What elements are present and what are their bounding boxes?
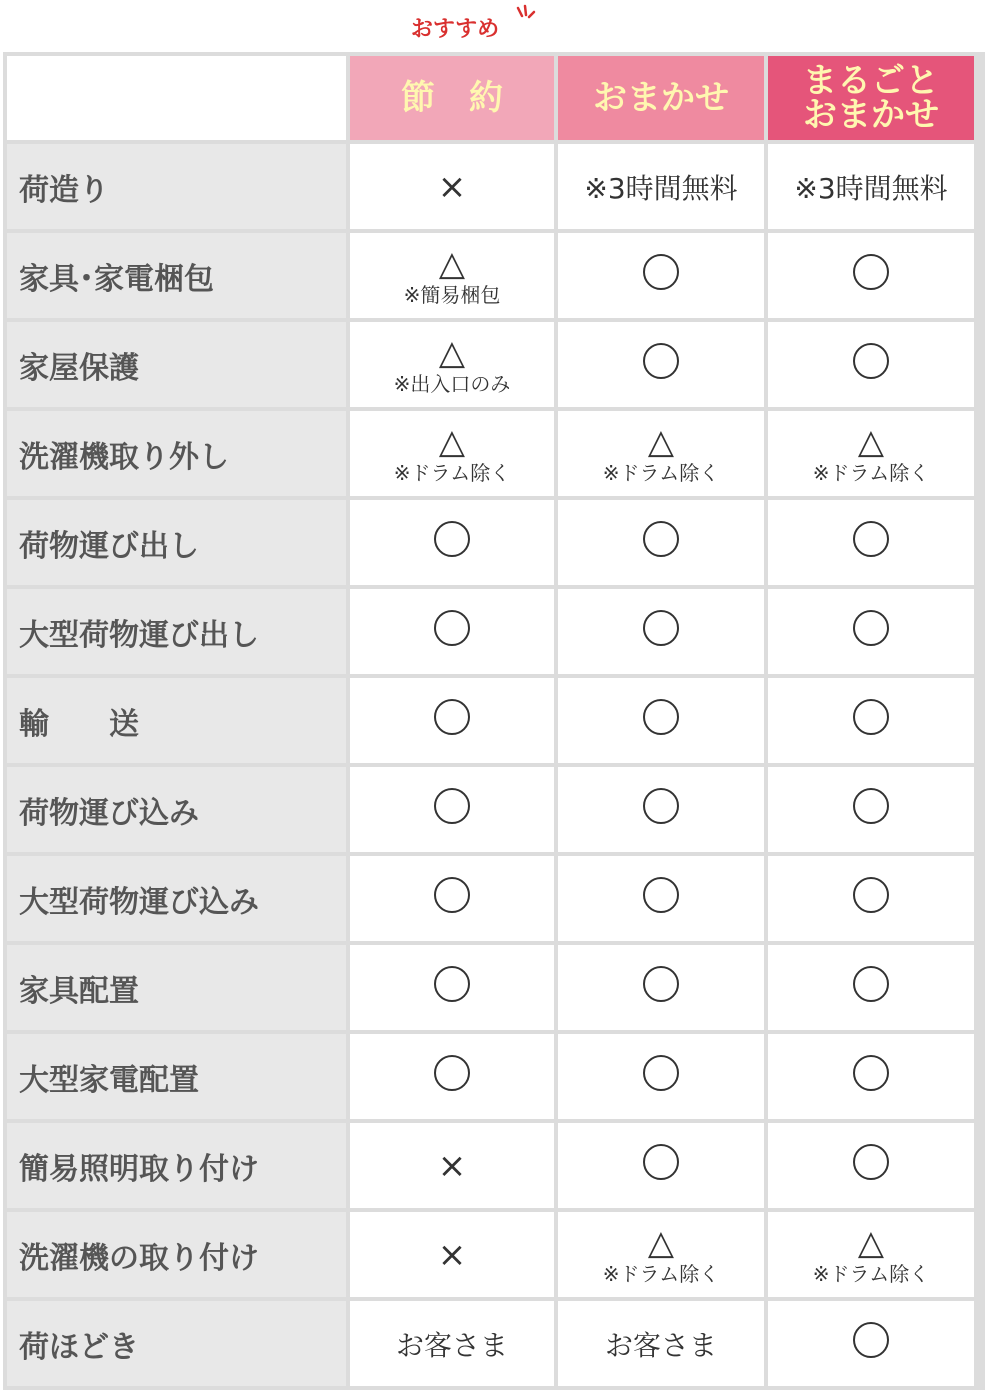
circle-mark: [643, 966, 679, 1002]
table-cell: [350, 1301, 554, 1386]
recommend-label: おすすめ: [410, 17, 500, 42]
triangle-mark: △: [857, 421, 885, 462]
table-cell: [558, 678, 764, 763]
circle-mark: [434, 699, 470, 735]
table-row: [7, 1212, 974, 1297]
table-cell: [350, 322, 554, 407]
comparison-table: [3, 52, 985, 1390]
table-row: [7, 411, 974, 496]
cell-text: お客さま: [395, 1328, 508, 1362]
table-cell: [768, 1212, 974, 1297]
table-cell: [350, 589, 554, 674]
circle-mark: [643, 343, 679, 379]
circle-mark: [643, 1144, 679, 1180]
row-label: 輸 送: [7, 678, 346, 763]
column-header-label: 節 約: [401, 78, 503, 118]
table-row: [7, 589, 974, 674]
table-row: [7, 1034, 974, 1119]
table-cell: [768, 1301, 974, 1386]
table-cell: [768, 767, 974, 852]
table-cell: [558, 322, 764, 407]
circle-mark: [643, 699, 679, 735]
cell-text: お客さま: [604, 1328, 717, 1362]
table-cell: [558, 144, 764, 229]
circle-mark: [434, 877, 470, 913]
row-label: 大型荷物運び出し: [7, 589, 346, 674]
table-cell: [558, 411, 764, 496]
cross-mark: ×: [437, 1234, 467, 1275]
table-row: [7, 856, 974, 941]
circle-mark: [434, 966, 470, 1002]
table-cell: [558, 1301, 764, 1386]
circle-mark: [853, 966, 889, 1002]
table-cell: [350, 856, 554, 941]
table-cell: [350, 678, 554, 763]
circle-mark: [643, 610, 679, 646]
cell-note: ※簡易梱包: [403, 282, 501, 307]
table-cell: [350, 1034, 554, 1119]
table-cell: [558, 945, 764, 1030]
table-cell: [768, 589, 974, 674]
triangle-mark: △: [438, 421, 466, 462]
column-header-label: まるごと: [803, 61, 939, 101]
row-label: 荷ほどき: [7, 1301, 346, 1386]
triangle-mark: △: [647, 1222, 675, 1263]
cell-note: ※出入口のみ: [393, 371, 511, 396]
cell-note: ※ドラム除く: [812, 1261, 930, 1286]
table-cell: [768, 411, 974, 496]
cross-mark: ×: [437, 166, 467, 207]
row-label: 家屋保護: [7, 322, 346, 407]
circle-mark: [643, 788, 679, 824]
table-cell: [350, 411, 554, 496]
triangle-mark: △: [438, 332, 466, 373]
column-header-marugoto-omakase: [768, 56, 974, 140]
circle-mark: [853, 788, 889, 824]
header-row: [7, 56, 974, 140]
circle-mark: [853, 699, 889, 735]
table-cell: [768, 144, 974, 229]
table-cell: [558, 1034, 764, 1119]
triangle-mark: △: [647, 421, 675, 462]
cell-text: ※3時間無料: [794, 171, 948, 205]
circle-mark: [853, 343, 889, 379]
table-cell: [768, 322, 974, 407]
table-cell: [768, 1034, 974, 1119]
circle-mark: [853, 1055, 889, 1091]
table-cell: [558, 500, 764, 585]
table-cell: [558, 233, 764, 318]
circle-mark: [853, 1144, 889, 1180]
cross-mark: ×: [437, 1145, 467, 1186]
emphasis-lines-icon: [512, 4, 540, 26]
row-label: 洗濯機取り外し: [7, 411, 346, 496]
table-cell: [558, 856, 764, 941]
cell-note: ※ドラム除く: [602, 460, 720, 485]
triangle-mark: △: [857, 1222, 885, 1263]
circle-mark: [643, 521, 679, 557]
table-row: [7, 1301, 974, 1386]
circle-mark: [643, 254, 679, 290]
column-header-omakase: [558, 56, 764, 140]
row-label: 大型荷物運び込み: [7, 856, 346, 941]
table-row: [7, 945, 974, 1030]
table-cell: [768, 856, 974, 941]
row-label: 簡易照明取り付け: [7, 1123, 346, 1208]
table-row: [7, 233, 974, 318]
row-label: 荷物運び出し: [7, 500, 346, 585]
circle-mark: [434, 610, 470, 646]
table-cell: [350, 500, 554, 585]
column-header-label: おまかせ: [803, 95, 939, 135]
circle-mark: [853, 1322, 889, 1358]
cell-note: ※ドラム除く: [602, 1261, 720, 1286]
row-label: 家具配置: [7, 945, 346, 1030]
row-label: 家具･家電梱包: [7, 233, 346, 318]
column-header-setsuyaku: [350, 56, 554, 140]
circle-mark: [434, 788, 470, 824]
circle-mark: [643, 1055, 679, 1091]
table-row: [7, 678, 974, 763]
column-header-label: おまかせ: [593, 78, 729, 118]
row-label: 荷造り: [7, 144, 346, 229]
circle-mark: [434, 521, 470, 557]
table-cell: [768, 500, 974, 585]
table-cell: [768, 945, 974, 1030]
circle-mark: [643, 877, 679, 913]
table-row: [7, 144, 974, 229]
table-cell: [768, 233, 974, 318]
circle-mark: [434, 1055, 470, 1091]
table-row: [7, 767, 974, 852]
table-cell: [350, 767, 554, 852]
table-cell: [350, 1123, 554, 1208]
table-cell: [558, 767, 764, 852]
cell-note: ※ドラム除く: [393, 460, 511, 485]
circle-mark: [853, 254, 889, 290]
cell-note: ※ドラム除く: [812, 460, 930, 485]
table-row: [7, 1123, 974, 1208]
header-empty-cell: [7, 56, 346, 140]
table-cell: [768, 1123, 974, 1208]
table-cell: [558, 1212, 764, 1297]
table-cell: [350, 945, 554, 1030]
cell-text: ※3時間無料: [584, 171, 738, 205]
table-cell: [350, 233, 554, 318]
circle-mark: [853, 521, 889, 557]
circle-mark: [853, 877, 889, 913]
circle-mark: [853, 610, 889, 646]
row-label: 洗濯機の取り付け: [7, 1212, 346, 1297]
table-cell: [558, 1123, 764, 1208]
table-row: [7, 500, 974, 585]
table-cell: [558, 589, 764, 674]
table-cell: [768, 678, 974, 763]
row-label: 大型家電配置: [7, 1034, 346, 1119]
triangle-mark: △: [438, 243, 466, 284]
row-label: 荷物運び込み: [7, 767, 346, 852]
table-cell: [350, 1212, 554, 1297]
table-row: [7, 322, 974, 407]
table-cell: [350, 144, 554, 229]
